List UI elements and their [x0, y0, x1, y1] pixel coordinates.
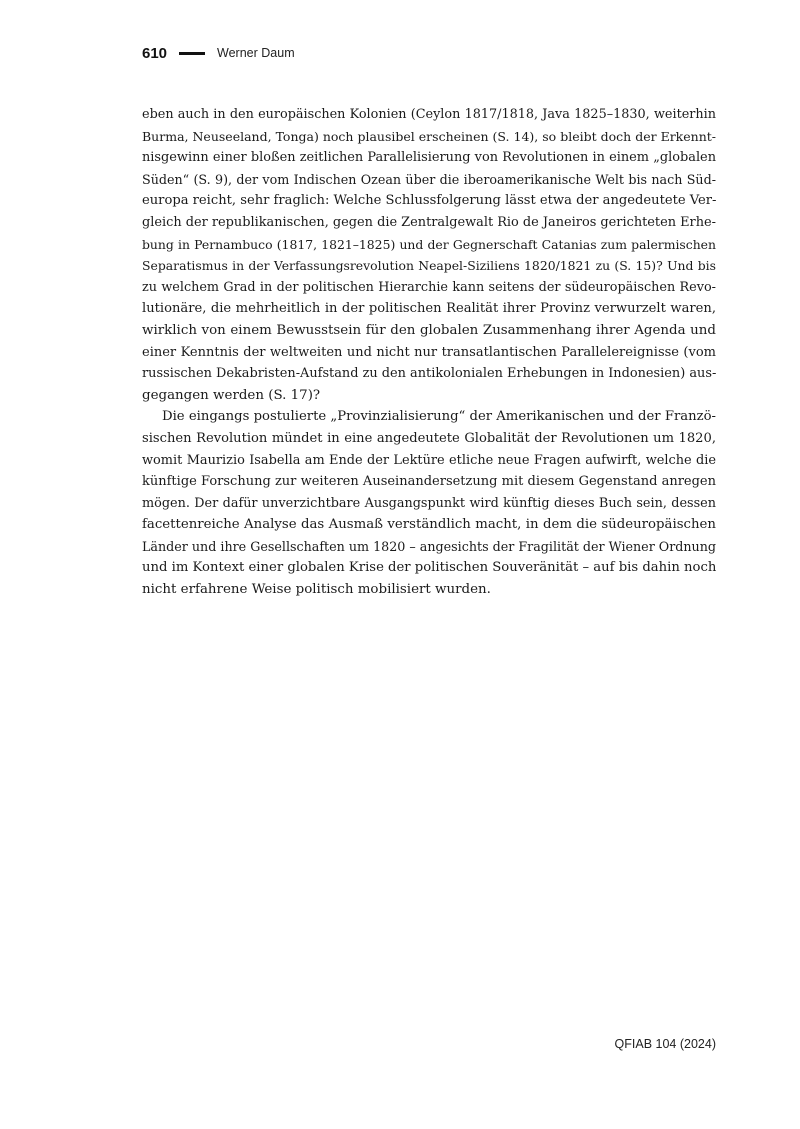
text-line: gegangen werden (S. 17)?: [142, 387, 321, 403]
text-line: bung in Pernambuco (1817, 1821–1825) und der Gegnerschaft Catanias zum palermischen: [142, 236, 716, 252]
text-line: zu welchem Grad in der politischen Hierarchie kann seitens der südeuropäischen Revo-: [142, 279, 716, 295]
journal-footer: QFIAB 104 (2024): [614, 1037, 716, 1051]
text-line: nisgewinn einer bloßen zeitlichen Parallelisierung von Revolutionen in einem „globalen: [142, 150, 716, 166]
text-line: einer Kenntnis der weltweiten und nicht nur transatlantischen Parallelereignisse (vom: [142, 344, 716, 360]
text-line: gleich der republikanischen, gegen die Zentralgewalt Rio de Janeiros gerichteten Erhe-: [142, 214, 716, 230]
text-line: und im Kontext einer globalen Krise der politischen Souveränität – auf bis dahin noch: [142, 560, 717, 576]
text-line: Länder und ihre Gesellschaften um 1820 – angesichts der Fragilität der Wiener Ordnung: [142, 538, 717, 554]
text-line: Separatismus in der Verfassungsrevolution Neapel-Siziliens 1820/1821 zu (S. 15)? Und bis: [142, 258, 716, 274]
text-line: lutionäre, die mehrheitlich in der politischen Realität ihrer Provinz verwurzelt waren,: [142, 301, 716, 317]
text-line: nicht erfahrene Weise politisch mobilisiert wurden.: [142, 582, 491, 598]
paragraph-1: [142, 104, 716, 406]
text-line: künftige Forschung zur weiteren Auseinandersetzung mit diesem Gegenstand anregen: [142, 474, 716, 490]
text-line: Süden“ (S. 9), der vom Indischen Ozean über die iberoamerikanische Welt bis nach Süd-: [142, 171, 716, 187]
page-number: 610: [142, 44, 168, 62]
text-line: wirklich von einem Bewusstsein für den globalen Zusammenhang ihrer Agenda und: [142, 322, 716, 338]
text-line: Burma, Neuseeland, Tonga) noch plausibel erscheinen (S. 14), so bleibt doch der Erkennt-: [142, 128, 716, 144]
text-line: europa reicht, sehr fraglich: Welche Schlussfolgerung lässt etwa der angedeutete Ver-: [142, 193, 717, 209]
author-name: Werner Daum: [217, 46, 295, 60]
text-line: eben auch in den europäischen Kolonien (Ceylon 1817/1818, Java 1825–1830, weiterhin: [142, 107, 716, 122]
running-header: [142, 43, 295, 63]
text-line: womit Maurizio Isabella am Ende der Lektüre etliche neue Fragen aufwirft, welche die: [142, 452, 716, 468]
review-body-text: [142, 104, 716, 601]
text-line: Die eingangs postulierte „Provinzialisierung“ der Amerikanischen und der Franzö-: [162, 409, 716, 425]
text-line: sischen Revolution mündet in eine angedeutete Globalität der Revolutionen um 1820,: [142, 430, 716, 446]
text-line: facettenreiche Analyse das Ausmaß verständlich macht, in dem die südeuropäischen: [142, 517, 716, 533]
text-line: russischen Dekabristen-Aufstand zu den antikolonialen Erhebungen in Indonesien) aus-: [142, 366, 717, 382]
text-line: mögen. Der dafür unverzichtbare Ausgangspunkt wird künftig dieses Buch sein, dessen: [142, 495, 716, 511]
paragraph-2: [142, 406, 716, 600]
header-rule-divider: [179, 52, 205, 55]
